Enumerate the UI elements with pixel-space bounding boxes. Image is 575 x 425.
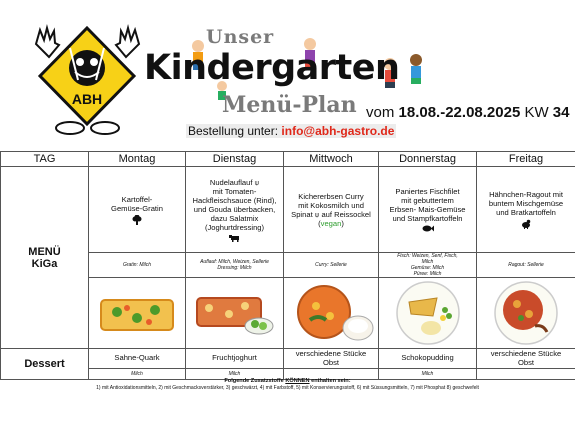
chicken-icon bbox=[521, 219, 531, 229]
kw-label: KW bbox=[520, 104, 553, 121]
cow-icon bbox=[229, 234, 241, 242]
dish-name: Kichererbsen Curry mit Kokosmilch und Spinat ⍦ auf Reissockel ( bbox=[291, 191, 371, 228]
order-info bbox=[186, 124, 396, 138]
day-header: Donnerstag bbox=[379, 152, 477, 167]
dish-name: Kartoffel- Gemüse-Gratin bbox=[111, 194, 163, 213]
dish-photo bbox=[89, 278, 186, 349]
allergen-cell: Curry: Sellerie bbox=[284, 253, 379, 278]
abh-logo bbox=[30, 18, 145, 136]
dish-cell bbox=[186, 167, 284, 253]
menu-kiga-label bbox=[1, 167, 89, 349]
dish-cell: Kichererbsen Curry mit Kokosmilch und Spinat ⍦ auf Reissockel (vegan) bbox=[284, 167, 379, 253]
title-menu-plan: Menü-Plan bbox=[222, 92, 357, 118]
dish-row bbox=[1, 167, 575, 253]
day-header: Dienstag bbox=[186, 152, 284, 167]
order-label: Bestellung unter: bbox=[188, 124, 282, 138]
menu-table bbox=[0, 151, 575, 380]
dessert-cell: verschiedene Stücke Obst bbox=[284, 349, 379, 369]
date-value: 18.08.-22.08.2025 bbox=[398, 104, 521, 121]
footer-additives: 1) mit Antioxidationsmitteln, 2) mit Geschmacksverstärker, 3) geschwärzt, 4) mit Farbstoff, 5) mit Konservierungsstoff, 6) mit Süssungsmitteln, 7) mit Phosphat 8) geschwefelt bbox=[96, 385, 479, 391]
dessert-allergen-cell: Milch bbox=[379, 369, 477, 380]
dish-cell bbox=[379, 167, 477, 253]
dessert-cell: Fruchtjoghurt bbox=[186, 349, 284, 369]
dish-photo bbox=[379, 278, 477, 349]
allergen-cell: Ragout: Sellerie bbox=[477, 253, 575, 278]
child-icon bbox=[410, 54, 422, 84]
broccoli-icon bbox=[132, 215, 142, 225]
day-header-row bbox=[1, 152, 575, 167]
dessert-row bbox=[1, 349, 575, 369]
dessert-cell: Schokopudding bbox=[379, 349, 477, 369]
day-header: Mittwoch bbox=[284, 152, 379, 167]
footer-title bbox=[0, 378, 575, 384]
dish-photo bbox=[186, 278, 284, 349]
title-unser: Unser bbox=[206, 26, 275, 48]
day-header: Freitag bbox=[477, 152, 575, 167]
kw-number: 34 bbox=[552, 104, 570, 121]
vegan-label: vegan bbox=[320, 218, 342, 228]
footer-note bbox=[0, 372, 575, 391]
tag-header: TAG bbox=[1, 152, 89, 167]
dessert-cell: Sahne-Quark bbox=[89, 349, 186, 369]
logo-text: ABH bbox=[71, 91, 103, 107]
footer-title-post: enthalten sein: bbox=[309, 378, 351, 384]
dessert-allergen-cell: Milch bbox=[89, 369, 186, 380]
dessert-allergen-cell: Milch bbox=[186, 369, 284, 380]
day-header: Montag bbox=[89, 152, 186, 167]
dish-name: Hähnchen-Ragout mit buntem Mischgemüse und Bratkartoffeln bbox=[488, 190, 564, 217]
order-email-link[interactable]: info@abh-gastro.de bbox=[281, 124, 395, 138]
date-range bbox=[366, 104, 569, 121]
title-kindergarten: Kindergarten bbox=[144, 48, 400, 88]
allergen-cell: Auflauf: Milch, Weizen, Sellerie Dressing: Milch bbox=[186, 253, 284, 278]
dish-name: Paniertes Fischfilet mit gebuttertem Erbsen- Mais-Gemüse und Stampfkartoffeln bbox=[389, 187, 466, 223]
menu-label-text: MENÜ KiGa bbox=[28, 245, 61, 270]
fish-icon bbox=[422, 225, 434, 232]
dessert-label: Dessert bbox=[1, 349, 89, 380]
dish-photo bbox=[477, 278, 575, 349]
dessert-cell: verschiedene Stücke Obst bbox=[477, 349, 575, 369]
allergen-cell: Fisch: Weizen, Senf, Fisch, Milch Gemüse: Milch Püree: Milch bbox=[379, 253, 477, 278]
dish-cell bbox=[89, 167, 186, 253]
allergen-cell: Gratin: Milch bbox=[89, 253, 186, 278]
date-prefix: vom bbox=[366, 104, 399, 121]
dish-name: Nudelauflauf ⍦ mit Tomaten- Hackfleischsauce (Rind), und Gouda überbacken, dazu Salatmix (Joghurtdressing) bbox=[192, 177, 277, 232]
footer-title-em: KÖNNEN bbox=[285, 378, 310, 384]
dish-cell bbox=[477, 167, 575, 253]
footer-title-pre: Folgende Zusatzstoffe bbox=[224, 378, 286, 384]
dish-photo bbox=[284, 278, 379, 349]
